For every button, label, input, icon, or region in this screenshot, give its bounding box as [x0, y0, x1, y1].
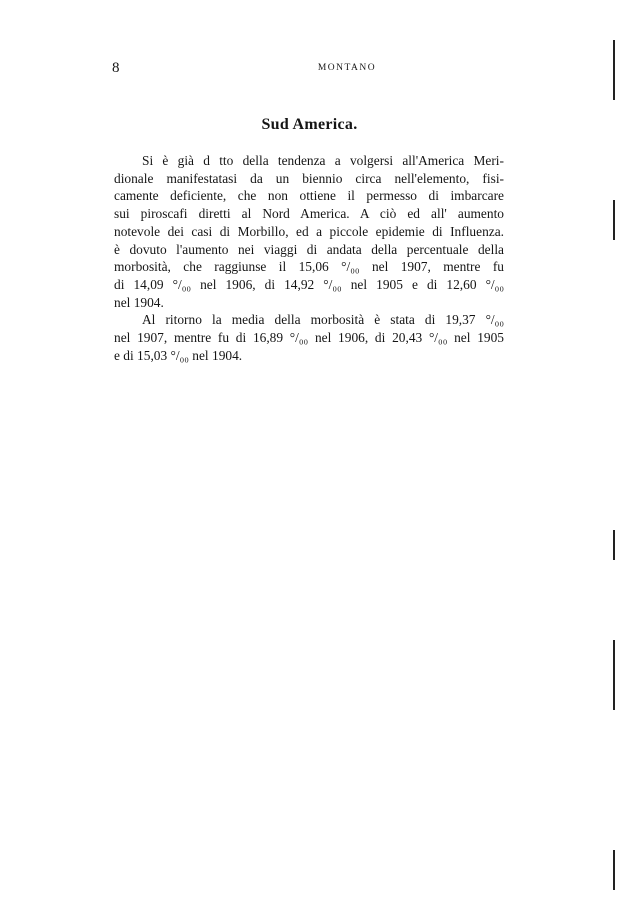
scan-edge-mark	[613, 200, 615, 240]
text-line: nel 1904.	[114, 294, 164, 310]
section-title: Sud America.	[261, 116, 358, 133]
text-line: notevole dei casi di Morbillo, ed a piccole epidemie di Influenza.	[114, 223, 504, 239]
scan-edge-mark	[613, 850, 615, 890]
text-line: e di 15,03 °/₀₀ nel 1904.	[114, 347, 243, 363]
scan-edge-mark	[613, 530, 615, 560]
text-line: camente deficiente, che non ottiene il permesso di imbarcare	[114, 188, 504, 204]
text-line: Si è già d tto della tendenza a volgersi all'America Meri-	[142, 153, 504, 168]
text-line: è dovuto l'aumento nei viaggi di andata della percentuale della	[114, 241, 504, 257]
text-line: di 14,09 °/₀₀ nel 1906, di 14,92 °/₀₀ nel 1905 e di 12,60 °/₀₀	[114, 276, 504, 292]
paragraph	[114, 311, 504, 364]
paragraph	[114, 152, 504, 311]
page-header	[112, 60, 492, 78]
text-line: sui piroscafi diretti al Nord America. A ciò ed all' aumento	[114, 206, 504, 222]
text-line: morbosità, che raggiunse il 15,06 °/₀₀ nel 1907, mentre fu	[114, 259, 504, 275]
running-head: MONTANO	[317, 63, 377, 73]
text-line: dionale manifestatasi da un biennio circa nell'elemento, fisi-	[114, 170, 504, 186]
scan-edge-mark	[613, 640, 615, 710]
body-text	[114, 152, 504, 364]
text-line: Al ritorno la media della morbosità è stata di 19,37 °/₀₀	[142, 312, 504, 328]
scan-edge-mark	[613, 40, 615, 100]
page-number: 8	[112, 60, 120, 76]
text-line: nel 1907, mentre fu di 16,89 °/₀₀ nel 1906, di 20,43 °/₀₀ nel 1905	[114, 330, 504, 346]
